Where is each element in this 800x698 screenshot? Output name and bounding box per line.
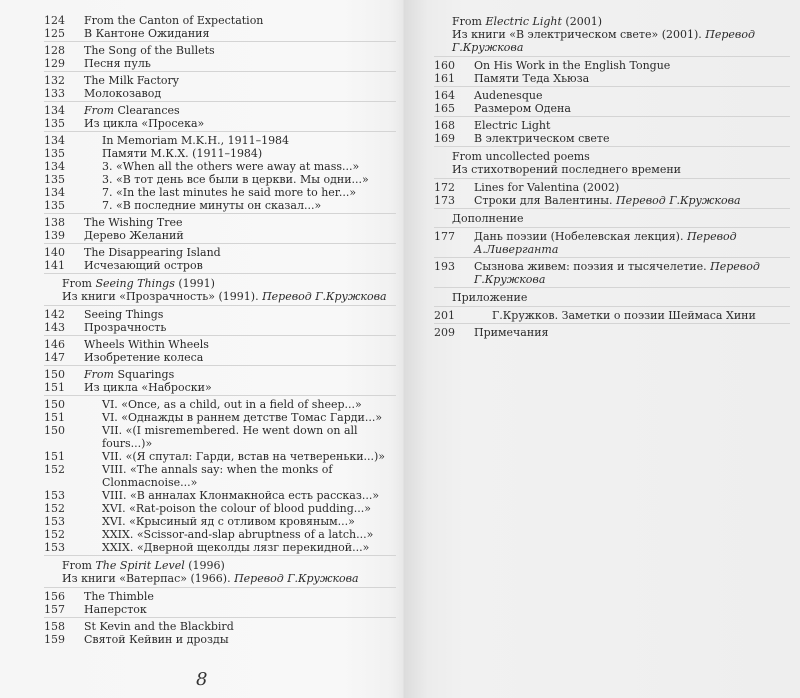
toc-group xyxy=(44,132,396,214)
page-number: 8 xyxy=(196,669,208,690)
entry-title-text: VIII. «The annals say: when the monks of Clonmacnoise...» xyxy=(102,463,333,489)
entry-page-number: 172 xyxy=(434,181,455,194)
toc-entry xyxy=(44,381,396,394)
toc-group xyxy=(434,228,790,258)
toc-entry xyxy=(434,132,790,145)
section-prefix: From xyxy=(452,15,486,28)
entry-title-text: 7. «В последние минуты он сказал...» xyxy=(102,199,322,212)
toc-entry xyxy=(434,89,790,102)
toc-entry xyxy=(434,326,790,339)
entry-page-number: 158 xyxy=(44,620,65,633)
toc-group xyxy=(44,244,396,274)
entry-title xyxy=(84,117,396,130)
entry-translator: Перевод Г.Кружкова xyxy=(616,194,741,207)
entry-page-number: 209 xyxy=(434,326,455,339)
entry-page-number: 142 xyxy=(44,308,65,321)
table-of-contents-left xyxy=(44,12,396,647)
toc-entry xyxy=(434,181,790,194)
entry-title-text: XVI. «Rat-poison the colour of blood pudding...» xyxy=(102,502,371,515)
toc-entry xyxy=(434,102,790,115)
entry-title xyxy=(84,44,396,57)
toc-entry xyxy=(44,160,396,173)
entry-title xyxy=(474,89,790,102)
entry-title-text: Сызнова живем: поэзия и тысячелетие. xyxy=(474,260,711,273)
entry-title xyxy=(84,450,396,463)
entry-title-text: Seeing Things xyxy=(84,308,164,321)
entry-page-number: 161 xyxy=(434,72,455,85)
entry-title xyxy=(84,528,396,541)
entry-page-number: 140 xyxy=(44,246,65,259)
entry-page-number: 139 xyxy=(44,229,65,242)
toc-entry xyxy=(44,246,396,259)
entry-title-text: VII. «(I misremembered. He went down on all fours...)» xyxy=(102,424,358,450)
toc-entry xyxy=(44,338,396,351)
entry-page-number: 177 xyxy=(434,230,455,243)
entry-page-number: 129 xyxy=(44,57,65,70)
toc-entry xyxy=(44,134,396,147)
entry-title xyxy=(474,230,790,256)
entry-title xyxy=(84,246,396,259)
entry-page-number: 134 xyxy=(44,134,65,147)
section-translator: Перевод Г.Кружкова xyxy=(262,290,387,303)
entry-page-number: 146 xyxy=(44,338,65,351)
entry-page-number: 135 xyxy=(44,117,65,130)
entry-title xyxy=(84,368,396,381)
entry-title xyxy=(84,173,396,186)
entry-title-text: Наперсток xyxy=(84,603,147,616)
entry-page-number: 135 xyxy=(44,173,65,186)
entry-title-text: VI. «Однажды в раннем детстве Томас Гарди...» xyxy=(102,411,383,424)
toc-entry xyxy=(44,229,396,242)
entry-title-text: The Wishing Tree xyxy=(84,216,183,229)
toc-entry xyxy=(44,368,396,381)
toc-entry xyxy=(434,119,790,132)
section-title-en: Приложение xyxy=(452,291,528,304)
section-heading xyxy=(434,288,790,307)
entry-page-number: 157 xyxy=(44,603,65,616)
entry-title xyxy=(84,351,396,364)
entry-title-text: Из цикла «Просека» xyxy=(84,117,205,130)
section-title-ru xyxy=(452,28,790,54)
entry-title-text: В электрическом свете xyxy=(474,132,610,145)
entry-title-text: On His Work in the English Tongue xyxy=(474,59,671,72)
entry-title-text: Памяти Теда Хьюза xyxy=(474,72,590,85)
section-year: (1991) xyxy=(174,277,215,290)
toc-group xyxy=(434,87,790,117)
toc-entry xyxy=(44,199,396,212)
entry-page-number: 193 xyxy=(434,260,455,273)
toc-entry xyxy=(44,104,396,117)
entry-title xyxy=(474,181,790,194)
toc-group xyxy=(44,306,396,336)
section-ru-text: Из книги «В электрическом свете» (2001). xyxy=(452,28,706,41)
entry-page-number: 150 xyxy=(44,398,65,411)
entry-title-text: From the Canton of Expectation xyxy=(84,14,264,27)
entry-title xyxy=(84,603,396,616)
entry-title xyxy=(474,72,790,85)
toc-group xyxy=(44,72,396,102)
toc-entry xyxy=(44,147,396,160)
toc-group xyxy=(44,12,396,42)
entry-title-text: В Кантоне Ожидания xyxy=(84,27,210,40)
toc-entry xyxy=(44,117,396,130)
entry-title-text: Прозрачность xyxy=(84,321,167,334)
toc-group xyxy=(44,102,396,132)
entry-title-text: Clearances xyxy=(113,104,180,117)
toc-entry xyxy=(434,72,790,85)
toc-entry xyxy=(44,14,396,27)
entry-title xyxy=(474,119,790,132)
section-title-ru xyxy=(62,290,396,303)
entry-page-number: 125 xyxy=(44,27,65,40)
section-book-title: The Spirit Level xyxy=(95,559,185,572)
entry-page-number: 173 xyxy=(434,194,455,207)
entry-title xyxy=(84,104,396,117)
entry-title-italic: From xyxy=(84,368,114,381)
section-prefix: From xyxy=(62,277,96,290)
entry-title-text: XXIX. «Scissor-and-slap abruptness of a latch...» xyxy=(102,528,374,541)
entry-title xyxy=(84,134,396,147)
section-heading xyxy=(434,147,790,179)
entry-page-number: 201 xyxy=(434,309,455,322)
section-title-en: From uncollected poems xyxy=(452,150,590,163)
section-heading xyxy=(434,12,790,57)
toc-group xyxy=(434,324,790,340)
entry-title-text: The Song of the Bullets xyxy=(84,44,215,57)
entry-title-text: The Milk Factory xyxy=(84,74,180,87)
toc-entry xyxy=(44,321,396,334)
section-heading xyxy=(44,556,396,588)
section-title-en xyxy=(62,277,396,290)
entry-title xyxy=(84,87,396,100)
entry-page-number: 134 xyxy=(44,186,65,199)
entry-title-text: Г.Кружков. Заметки о поэзии Шеймаса Хини xyxy=(492,309,756,322)
entry-title-text: Строки для Валентины. xyxy=(474,194,617,207)
entry-page-number: 153 xyxy=(44,541,65,554)
entry-page-number: 153 xyxy=(44,489,65,502)
toc-entry xyxy=(434,230,790,256)
section-heading xyxy=(44,274,396,306)
entry-page-number: 138 xyxy=(44,216,65,229)
entry-title xyxy=(84,590,396,603)
entry-title xyxy=(84,308,396,321)
entry-title-text: 7. «In the last minutes he said more to her...» xyxy=(102,186,357,199)
entry-page-number: 135 xyxy=(44,147,65,160)
toc-entry xyxy=(44,450,396,463)
toc-entry xyxy=(44,603,396,616)
entry-title-text: Молокозавод xyxy=(84,87,162,100)
section-translator: Перевод Г.Кружкова xyxy=(452,28,755,54)
entry-title-text: 3. «В тот день все были в церкви. Мы одни...» xyxy=(102,173,369,186)
entry-title-text: Дань поэзии (Нобелевская лекция). xyxy=(474,230,687,243)
toc-group xyxy=(44,588,396,618)
entry-page-number: 169 xyxy=(434,132,455,145)
entry-title-text: 3. «When all the others were away at mass...» xyxy=(102,160,360,173)
toc-group xyxy=(44,396,396,556)
entry-page-number: 150 xyxy=(44,368,65,381)
toc-group xyxy=(44,336,396,366)
entry-title xyxy=(84,489,396,502)
entry-title xyxy=(84,57,396,70)
section-title-ru: Из стихотворений последнего времени xyxy=(452,163,682,176)
entry-title xyxy=(84,199,396,212)
entry-title-text: XVI. «Крысиный яд с отливом кровяным...» xyxy=(102,515,355,528)
entry-page-number: 147 xyxy=(44,351,65,364)
entry-title xyxy=(474,194,790,207)
entry-page-number: 134 xyxy=(44,104,65,117)
toc-entry xyxy=(44,515,396,528)
entry-page-number: 151 xyxy=(44,411,65,424)
entry-title xyxy=(474,309,790,322)
section-book-title: Seeing Things xyxy=(95,277,175,290)
entry-title-text: Святой Кейвин и дрозды xyxy=(84,633,229,646)
section-title-en xyxy=(452,15,790,28)
entry-title xyxy=(84,398,396,411)
entry-title xyxy=(84,186,396,199)
section-translator: Перевод Г.Кружкова xyxy=(234,572,359,585)
entry-title-text: Примечания xyxy=(474,326,549,339)
entry-title xyxy=(84,321,396,334)
section-year: (2001) xyxy=(561,15,602,28)
entry-page-number: 156 xyxy=(44,590,65,603)
toc-entry xyxy=(44,528,396,541)
toc-entry xyxy=(44,502,396,515)
entry-title xyxy=(84,381,396,394)
toc-entry xyxy=(434,194,790,207)
right-page xyxy=(404,0,800,698)
entry-title-text: VII. «(Я спутал: Гарди, встав на четвереньки...)» xyxy=(102,450,386,463)
entry-title-text: VI. «Once, as a child, out in a field of sheep...» xyxy=(102,398,362,411)
entry-title-text: Squarings xyxy=(113,368,175,381)
entry-title xyxy=(84,633,396,646)
entry-page-number: 124 xyxy=(44,14,65,27)
toc-entry xyxy=(44,259,396,272)
toc-group xyxy=(44,618,396,647)
toc-group xyxy=(44,42,396,72)
entry-page-number: 152 xyxy=(44,502,65,515)
section-title-ru xyxy=(62,572,396,585)
toc-entry xyxy=(44,74,396,87)
entry-title xyxy=(474,260,790,286)
entry-title-text: Размером Одена xyxy=(474,102,571,115)
entry-page-number: 134 xyxy=(44,160,65,173)
entry-page-number: 152 xyxy=(44,463,65,476)
toc-entry xyxy=(44,351,396,364)
entry-title xyxy=(84,27,396,40)
toc-group xyxy=(434,57,790,87)
entry-title xyxy=(84,463,396,489)
entry-title xyxy=(84,338,396,351)
entry-title xyxy=(84,259,396,272)
entry-title xyxy=(84,620,396,633)
toc-entry xyxy=(44,27,396,40)
entry-title xyxy=(84,216,396,229)
entry-title-text: Изобретение колеса xyxy=(84,351,204,364)
toc-entry xyxy=(434,260,790,286)
entry-page-number: 151 xyxy=(44,450,65,463)
entry-title-text: Lines for Valentina (2002) xyxy=(474,181,620,194)
toc-group xyxy=(434,307,790,324)
entry-title xyxy=(84,411,396,424)
toc-entry xyxy=(44,44,396,57)
entry-title-text: Wheels Within Wheels xyxy=(84,338,209,351)
entry-title-text: Electric Light xyxy=(474,119,551,132)
toc-entry xyxy=(44,173,396,186)
entry-page-number: 141 xyxy=(44,259,65,272)
entry-title xyxy=(474,132,790,145)
entry-title xyxy=(84,515,396,528)
toc-entry xyxy=(44,411,396,424)
entry-page-number: 135 xyxy=(44,199,65,212)
table-of-contents-right xyxy=(434,12,790,340)
toc-entry xyxy=(44,620,396,633)
entry-title xyxy=(474,326,790,339)
toc-entry xyxy=(44,424,396,450)
toc-entry xyxy=(44,216,396,229)
toc-entry xyxy=(44,489,396,502)
entry-title xyxy=(84,14,396,27)
entry-title xyxy=(84,74,396,87)
entry-page-number: 152 xyxy=(44,528,65,541)
entry-page-number: 168 xyxy=(434,119,455,132)
entry-title xyxy=(84,541,396,554)
entry-page-number: 143 xyxy=(44,321,65,334)
toc-entry xyxy=(44,590,396,603)
toc-entry xyxy=(44,186,396,199)
entry-title xyxy=(84,229,396,242)
section-prefix: From xyxy=(62,559,96,572)
toc-group xyxy=(44,214,396,244)
entry-page-number: 132 xyxy=(44,74,65,87)
entry-title-text: Дерево Желаний xyxy=(84,229,184,242)
toc-entry xyxy=(44,398,396,411)
entry-page-number: 133 xyxy=(44,87,65,100)
section-year: (1996) xyxy=(184,559,225,572)
entry-page-number: 160 xyxy=(434,59,455,72)
entry-title-text: Песня пуль xyxy=(84,57,151,70)
entry-title xyxy=(474,59,790,72)
entry-title xyxy=(84,160,396,173)
entry-title-text: In Memoriam M.K.H., 1911–1984 xyxy=(102,134,290,147)
entry-page-number: 150 xyxy=(44,424,65,437)
section-title-en: Дополнение xyxy=(452,212,524,225)
section-book-title: Electric Light xyxy=(485,15,562,28)
entry-title xyxy=(84,147,396,160)
section-title-en xyxy=(62,559,396,572)
toc-entry xyxy=(44,541,396,554)
entry-page-number: 153 xyxy=(44,515,65,528)
toc-entry xyxy=(44,633,396,646)
entry-title-text: Памяти М.К.Х. (1911–1984) xyxy=(102,147,263,160)
entry-title xyxy=(474,102,790,115)
entry-page-number: 128 xyxy=(44,44,65,57)
entry-title-italic: From xyxy=(84,104,114,117)
toc-entry xyxy=(44,308,396,321)
entry-title-text: VIII. «В анналах Клонмакнойса есть рассказ...» xyxy=(102,489,380,502)
entry-translator: Перевод А.Ливерганта xyxy=(474,230,737,256)
entry-title-text: XXIX. «Дверной щеколды лязг перекидной...» xyxy=(102,541,370,554)
entry-title xyxy=(84,502,396,515)
toc-entry xyxy=(434,59,790,72)
entry-title-text: Audenesque xyxy=(474,89,543,102)
entry-title-text: St Kevin and the Blackbird xyxy=(84,620,234,633)
toc-entry xyxy=(434,309,790,322)
section-heading xyxy=(434,209,790,228)
toc-entry xyxy=(44,463,396,489)
toc-group xyxy=(44,366,396,396)
toc-group xyxy=(434,258,790,288)
entry-page-number: 159 xyxy=(44,633,65,646)
entry-title-text: Исчезающий остров xyxy=(84,259,203,272)
section-ru-text: Из книги «Ватерпас» (1966). xyxy=(62,572,235,585)
toc-group xyxy=(434,179,790,209)
entry-title-text: Из цикла «Наброски» xyxy=(84,381,212,394)
entry-title-text: The Disappearing Island xyxy=(84,246,221,259)
entry-title xyxy=(84,424,396,450)
toc-entry xyxy=(44,57,396,70)
entry-page-number: 165 xyxy=(434,102,455,115)
toc-group xyxy=(434,117,790,147)
entry-page-number: 151 xyxy=(44,381,65,394)
entry-translator: Перевод Г.Кружкова xyxy=(474,260,760,286)
toc-entry xyxy=(44,87,396,100)
entry-title-text: The Thimble xyxy=(84,590,154,603)
section-ru-text: Из книги «Прозрачность» (1991). xyxy=(62,290,263,303)
entry-page-number: 164 xyxy=(434,89,455,102)
